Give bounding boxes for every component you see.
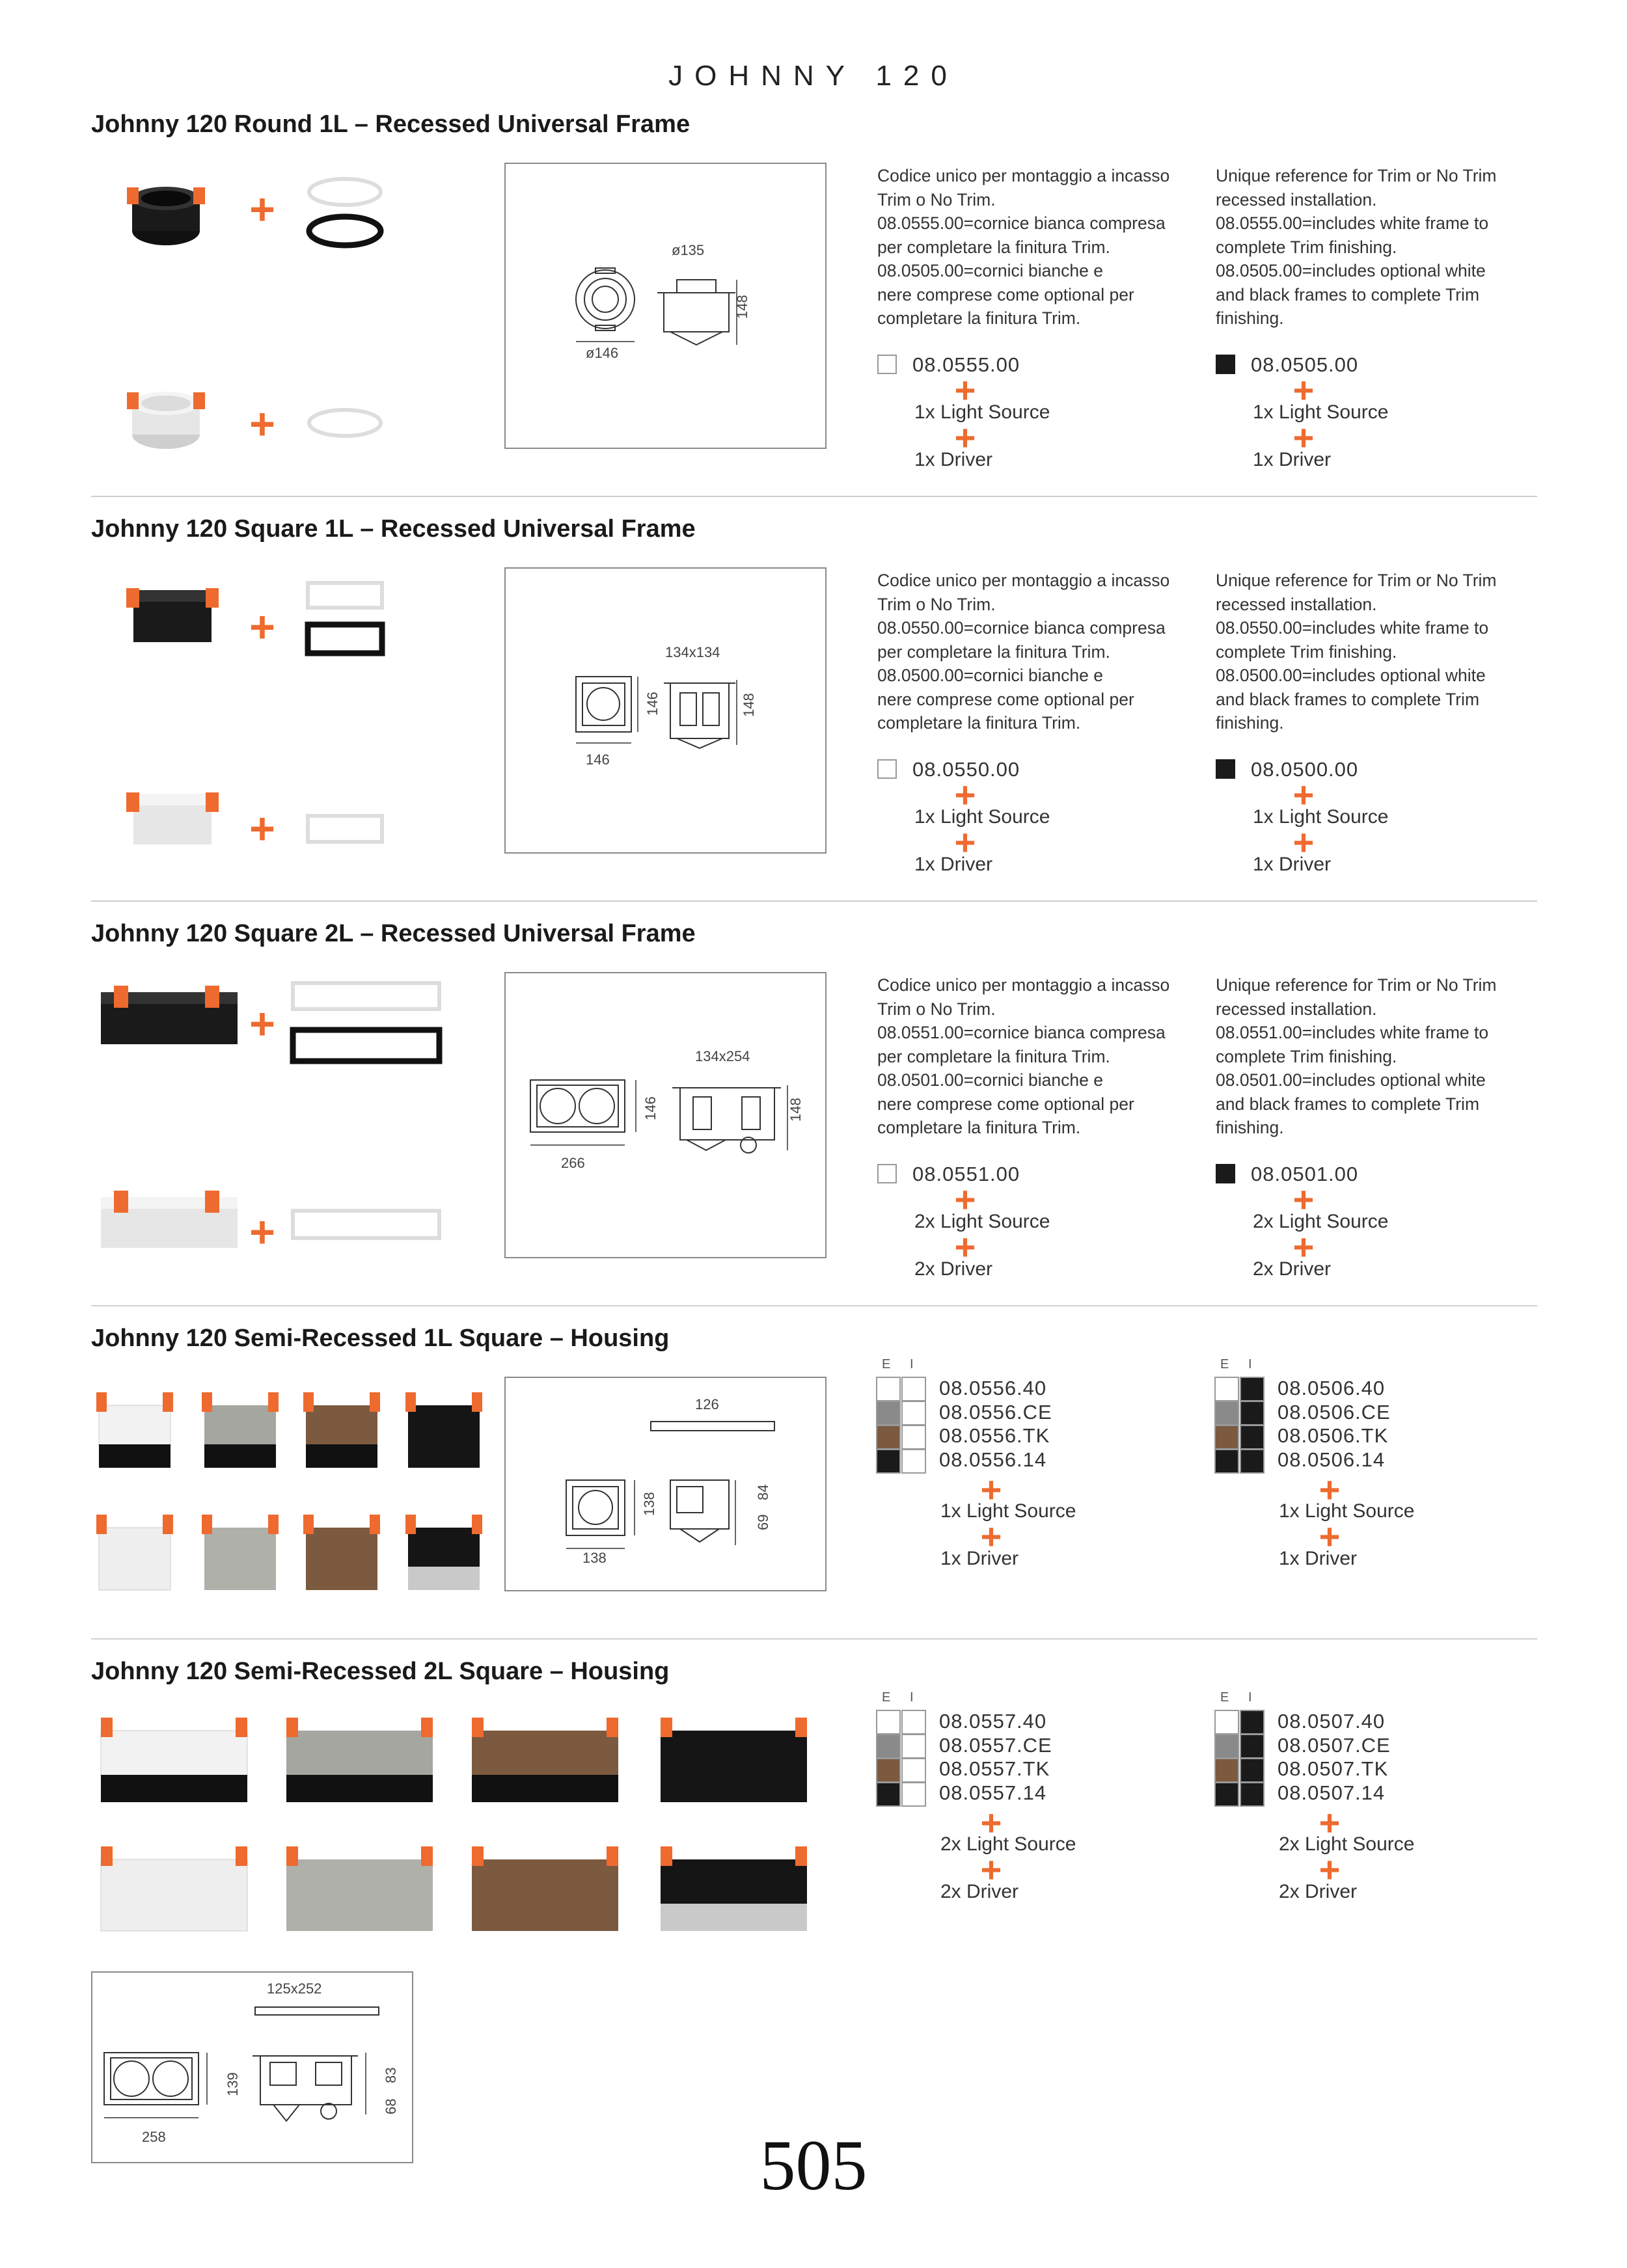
finish-codes-black-interior bbox=[1278, 1377, 1391, 1472]
external-finish-label: E bbox=[882, 1357, 891, 1371]
light-source-label: 2x Light Source bbox=[1279, 1833, 1415, 1855]
finish-swatch-grid bbox=[876, 1710, 928, 1807]
square-2l-white-frame-image bbox=[94, 1184, 244, 1256]
finish-codes-white-interior bbox=[939, 1710, 1052, 1805]
plus-icon: + bbox=[954, 822, 976, 863]
square-2l-black-frame-image bbox=[94, 979, 244, 1054]
square-2l-white-trim-image bbox=[286, 1207, 446, 1246]
plus-icon: + bbox=[1292, 370, 1315, 411]
section-title-square-2l: Johnny 120 Square 2L – Recessed Universal Frame bbox=[91, 920, 696, 947]
plus-icon: + bbox=[980, 1802, 1002, 1843]
dim-cutout: 134x254 bbox=[695, 1048, 750, 1064]
dim-side: 146 bbox=[644, 692, 661, 716]
finish-code: 08.0507.40 bbox=[1278, 1710, 1386, 1733]
product-code-white: 08.0550.00 bbox=[912, 758, 1020, 781]
light-source-label: 1x Light Source bbox=[914, 401, 1050, 423]
desc-line: finishing. bbox=[1216, 1118, 1284, 1137]
desc-line: finishing. bbox=[1216, 308, 1284, 328]
description-italian bbox=[877, 569, 1203, 735]
dim-width: 146 bbox=[586, 751, 610, 768]
plus-icon: + bbox=[1292, 417, 1315, 458]
finish-code: 08.0557.TK bbox=[939, 1757, 1050, 1780]
dim-cutout: 125x252 bbox=[267, 1980, 322, 1997]
section-title-semi-2l: Johnny 120 Semi-Recessed 2L Square – Housing bbox=[91, 1658, 670, 1685]
plus-icon: + bbox=[249, 999, 275, 1049]
plus-icon: + bbox=[954, 1179, 976, 1220]
desc-line: and black frames to complete Trim bbox=[1216, 1094, 1480, 1114]
external-finish-label: E bbox=[1220, 1690, 1229, 1705]
section-title-round-1l: Johnny 120 Round 1L – Recessed Universal Frame bbox=[91, 111, 690, 138]
driver-label: 1x Driver bbox=[914, 449, 993, 470]
driver-label: 1x Driver bbox=[940, 1548, 1019, 1569]
light-source-label: 1x Light Source bbox=[1253, 401, 1389, 423]
square-black-frame-image bbox=[124, 580, 221, 652]
finish-swatch-grid bbox=[876, 1377, 928, 1474]
dim-height: 148 bbox=[787, 1098, 804, 1122]
driver-label: 1x Driver bbox=[1253, 449, 1332, 470]
round-trim-rings-image bbox=[306, 174, 384, 252]
driver-label: 1x Driver bbox=[1279, 1548, 1358, 1569]
round-white-frame-image bbox=[124, 383, 208, 454]
desc-line: 08.0500.00=cornici bianche e bbox=[877, 666, 1103, 685]
dim-height-protruding: 68 bbox=[383, 2098, 399, 2114]
round-1l-drawing-lines bbox=[566, 260, 761, 358]
desc-line: 08.0501.00=cornici bianche e bbox=[877, 1070, 1103, 1090]
desc-line: 08.0505.00=includes optional white bbox=[1216, 261, 1486, 280]
desc-line: and black frames to complete Trim bbox=[1216, 689, 1480, 709]
finish-code: 08.0507.CE bbox=[1278, 1733, 1391, 1757]
desc-line: 08.0551.00=cornice bianca compresa bbox=[877, 1023, 1166, 1042]
light-source-label: 1x Light Source bbox=[940, 1500, 1076, 1522]
desc-line: and black frames to complete Trim bbox=[1216, 284, 1480, 304]
section-title-semi-1l: Johnny 120 Semi-Recessed 1L Square – Housing bbox=[91, 1325, 670, 1352]
semi-1l-drawing-lines bbox=[550, 1415, 784, 1571]
plus-icon: + bbox=[1292, 1226, 1315, 1267]
driver-label: 2x Driver bbox=[940, 1881, 1019, 1902]
square-white-frame-image bbox=[124, 786, 221, 851]
driver-label: 2x Driver bbox=[1279, 1881, 1358, 1902]
plus-icon: + bbox=[249, 185, 275, 234]
finish-swatch-grid bbox=[1214, 1377, 1266, 1474]
white-swatch bbox=[877, 355, 897, 374]
desc-line: 08.0555.00=includes white frame to bbox=[1216, 213, 1489, 233]
plus-icon: + bbox=[1319, 1516, 1341, 1557]
driver-label: 2x Driver bbox=[1253, 1258, 1332, 1280]
plus-icon: + bbox=[249, 399, 275, 449]
plus-icon: + bbox=[954, 774, 976, 815]
round-black-frame-image bbox=[124, 176, 208, 254]
page-number: 505 bbox=[759, 2126, 868, 2205]
plus-icon: + bbox=[980, 1469, 1002, 1510]
plus-icon: + bbox=[954, 370, 976, 411]
desc-line: Unique reference for Trim or No Trim bbox=[1216, 975, 1497, 995]
light-source-label: 1x Light Source bbox=[914, 806, 1050, 828]
desc-line: recessed installation. bbox=[1216, 999, 1377, 1019]
light-source-label: 2x Light Source bbox=[914, 1211, 1050, 1232]
plus-icon: + bbox=[1292, 822, 1315, 863]
desc-line: Trim o No Trim. bbox=[877, 999, 996, 1019]
finish-code: 08.0506.CE bbox=[1278, 1400, 1391, 1424]
square-white-trim-image bbox=[303, 812, 387, 848]
plus-icon: + bbox=[1292, 774, 1315, 815]
dim-height-total: 84 bbox=[755, 1484, 771, 1500]
dim-side: 138 bbox=[641, 1492, 657, 1516]
finish-code: 08.0557.14 bbox=[939, 1781, 1047, 1804]
light-source-label: 2x Light Source bbox=[940, 1833, 1076, 1855]
desc-line: complete Trim finishing. bbox=[1216, 237, 1397, 257]
desc-line: recessed installation. bbox=[1216, 594, 1377, 614]
finish-code: 08.0556.TK bbox=[939, 1424, 1050, 1447]
square-2l-drawing-lines bbox=[524, 1073, 810, 1158]
plus-icon: + bbox=[980, 1516, 1002, 1557]
external-finish-label: E bbox=[882, 1690, 891, 1705]
light-source-label: 2x Light Source bbox=[1253, 1211, 1389, 1232]
description-italian bbox=[877, 164, 1203, 331]
finish-code: 08.0557.CE bbox=[939, 1733, 1052, 1757]
dim-width: 258 bbox=[142, 2129, 166, 2145]
external-finish-label: E bbox=[1220, 1357, 1229, 1371]
desc-line: complete Trim finishing. bbox=[1216, 641, 1397, 662]
square-1l-drawing-lines bbox=[566, 670, 761, 755]
white-swatch bbox=[877, 759, 897, 779]
square-2l-trim-frames-image bbox=[286, 979, 446, 1067]
section-divider bbox=[91, 1305, 1537, 1306]
black-swatch bbox=[1216, 355, 1235, 374]
product-code-black: 08.0500.00 bbox=[1251, 758, 1359, 781]
desc-line: Codice unico per montaggio a incasso bbox=[877, 975, 1170, 995]
desc-line: completare la finitura Trim. bbox=[877, 1118, 1081, 1137]
dim-width: 266 bbox=[561, 1155, 585, 1171]
finish-code: 08.0507.14 bbox=[1278, 1781, 1386, 1804]
product-code-black: 08.0501.00 bbox=[1251, 1163, 1359, 1185]
desc-line: completare la finitura Trim. bbox=[877, 713, 1081, 733]
dim-side: 139 bbox=[225, 2072, 241, 2096]
product-code-black: 08.0505.00 bbox=[1251, 353, 1359, 376]
finish-codes-black-interior bbox=[1278, 1710, 1391, 1805]
section-title-square-1l: Johnny 120 Square 1L – Recessed Universal Frame bbox=[91, 515, 696, 543]
plus-icon: + bbox=[954, 417, 976, 458]
desc-line: recessed installation. bbox=[1216, 189, 1377, 209]
semi-2l-drawing-lines bbox=[98, 2001, 410, 2137]
description-italian bbox=[877, 973, 1203, 1140]
finish-code: 08.0506.TK bbox=[1278, 1424, 1389, 1447]
dim-cutout: 126 bbox=[695, 1396, 719, 1412]
page-title: JOHNNY 120 bbox=[668, 60, 959, 92]
plus-icon: + bbox=[249, 602, 275, 652]
internal-finish-label: I bbox=[1248, 1357, 1252, 1371]
round-white-ring-image bbox=[306, 403, 384, 442]
finish-code: 08.0556.40 bbox=[939, 1377, 1047, 1399]
internal-finish-label: I bbox=[1248, 1690, 1252, 1705]
desc-line: per completare la finitura Trim. bbox=[877, 641, 1110, 662]
finish-code: 08.0506.40 bbox=[1278, 1377, 1386, 1399]
plus-icon: + bbox=[1292, 1179, 1315, 1220]
light-source-label: 1x Light Source bbox=[1253, 806, 1389, 828]
desc-line: Unique reference for Trim or No Trim bbox=[1216, 166, 1497, 185]
semi-2l-finish-images bbox=[91, 1705, 820, 1939]
desc-line: finishing. bbox=[1216, 713, 1284, 733]
dim-side: 146 bbox=[642, 1096, 659, 1120]
desc-line: 08.0551.00=includes white frame to bbox=[1216, 1023, 1489, 1042]
description-english bbox=[1216, 973, 1541, 1140]
black-swatch bbox=[1216, 759, 1235, 779]
desc-line: completare la finitura Trim. bbox=[877, 308, 1081, 328]
product-code-white: 08.0555.00 bbox=[912, 353, 1020, 376]
finish-code: 08.0506.14 bbox=[1278, 1448, 1386, 1471]
desc-line: nere comprese come optional per bbox=[877, 284, 1134, 304]
plus-icon: + bbox=[1319, 1469, 1341, 1510]
desc-line: Trim o No Trim. bbox=[877, 189, 996, 209]
desc-line: 08.0550.00=includes white frame to bbox=[1216, 618, 1489, 638]
finish-swatch-grid bbox=[1214, 1710, 1266, 1807]
finish-codes-white-interior bbox=[939, 1377, 1052, 1472]
desc-line: 08.0500.00=includes optional white bbox=[1216, 666, 1486, 685]
dim-cutout: 134x134 bbox=[665, 644, 720, 660]
driver-label: 1x Driver bbox=[1253, 854, 1332, 875]
desc-line: 08.0555.00=cornice bianca compresa bbox=[877, 213, 1166, 233]
square-trim-frames-image bbox=[303, 579, 387, 660]
desc-line: 08.0550.00=cornice bianca compresa bbox=[877, 618, 1166, 638]
internal-finish-label: I bbox=[910, 1357, 914, 1371]
finish-code: 08.0557.40 bbox=[939, 1710, 1047, 1733]
black-swatch bbox=[1216, 1164, 1235, 1183]
desc-line: 08.0505.00=cornici bianche e bbox=[877, 261, 1103, 280]
dim-height: 148 bbox=[734, 295, 750, 319]
driver-label: 1x Driver bbox=[914, 854, 993, 875]
dim-height-total: 83 bbox=[383, 2067, 399, 2083]
dim-height: 148 bbox=[741, 693, 757, 717]
finish-code: 08.0556.14 bbox=[939, 1448, 1047, 1471]
product-code-white: 08.0551.00 bbox=[912, 1163, 1020, 1185]
description-english bbox=[1216, 164, 1541, 331]
dim-width: 138 bbox=[582, 1550, 607, 1566]
finish-code: 08.0556.CE bbox=[939, 1400, 1052, 1424]
semi-1l-finish-images bbox=[91, 1379, 508, 1594]
desc-line: Trim o No Trim. bbox=[877, 594, 996, 614]
driver-label: 2x Driver bbox=[914, 1258, 993, 1280]
desc-line: per completare la finitura Trim. bbox=[877, 1046, 1110, 1066]
section-divider bbox=[91, 900, 1537, 902]
desc-line: nere comprese come optional per bbox=[877, 1094, 1134, 1114]
finish-code: 08.0507.TK bbox=[1278, 1757, 1389, 1780]
desc-line: Codice unico per montaggio a incasso bbox=[877, 571, 1170, 590]
internal-finish-label: I bbox=[910, 1690, 914, 1705]
section-divider bbox=[91, 1638, 1537, 1640]
desc-line: complete Trim finishing. bbox=[1216, 1046, 1397, 1066]
desc-line: Codice unico per montaggio a incasso bbox=[877, 166, 1170, 185]
section-divider bbox=[91, 496, 1537, 497]
plus-icon: + bbox=[249, 1208, 275, 1257]
dim-diameter-inner: ø135 bbox=[672, 242, 705, 258]
plus-icon: + bbox=[1319, 1802, 1341, 1843]
description-english bbox=[1216, 569, 1541, 735]
desc-line: 08.0501.00=includes optional white bbox=[1216, 1070, 1486, 1090]
white-swatch bbox=[877, 1164, 897, 1183]
plus-icon: + bbox=[954, 1226, 976, 1267]
dim-diameter-outer: ø146 bbox=[586, 345, 619, 361]
dim-height-protruding: 69 bbox=[755, 1514, 771, 1530]
desc-line: nere comprese come optional per bbox=[877, 689, 1134, 709]
plus-icon: + bbox=[1319, 1849, 1341, 1890]
desc-line: Unique reference for Trim or No Trim bbox=[1216, 571, 1497, 590]
plus-icon: + bbox=[980, 1849, 1002, 1890]
plus-icon: + bbox=[249, 804, 275, 854]
desc-line: per completare la finitura Trim. bbox=[877, 237, 1110, 257]
light-source-label: 1x Light Source bbox=[1279, 1500, 1415, 1522]
